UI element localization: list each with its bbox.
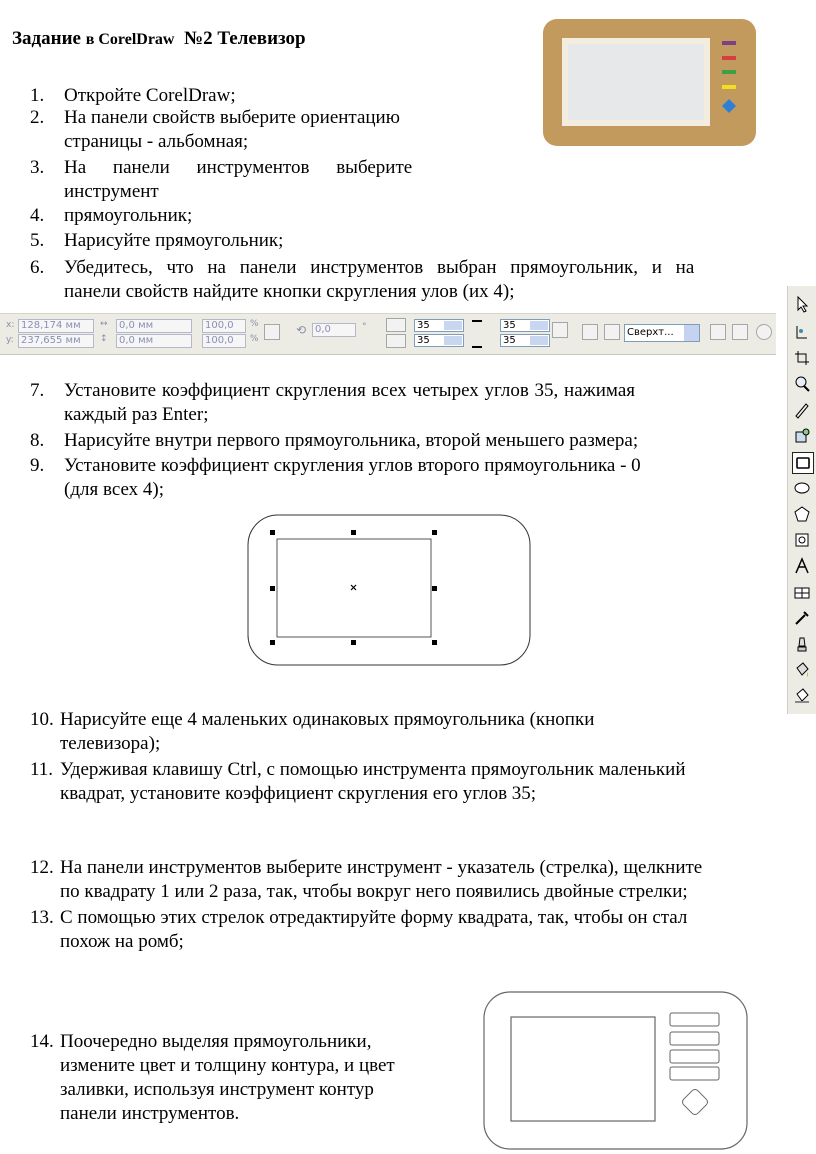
scale-width-field[interactable]: 100,0: [202, 319, 246, 333]
order-select[interactable]: Сверхт...: [624, 324, 700, 342]
title-main: Задание: [12, 28, 81, 49]
outline-tool-icon[interactable]: [792, 686, 812, 706]
tv-screen: [568, 44, 704, 120]
round-corners-lock-icon[interactable]: [552, 322, 568, 338]
scale-height-field[interactable]: 100,0: [202, 334, 246, 348]
width-icon: ↔: [100, 319, 108, 329]
tv-button-1: [722, 41, 736, 45]
basic-shapes-tool-icon[interactable]: [792, 530, 812, 550]
handle: [270, 530, 275, 535]
wrap-text-icon[interactable]: [582, 324, 598, 340]
tv-outline-button-4: [670, 1067, 719, 1080]
convert-curves-icon[interactable]: [710, 324, 726, 340]
rotate-icon: ⟲: [296, 323, 307, 337]
tv-outline-button-1: [670, 1013, 719, 1026]
eyedropper-tool-icon[interactable]: [792, 608, 812, 628]
width-field[interactable]: 0,0 мм: [116, 319, 192, 333]
table-tool-icon[interactable]: [792, 582, 812, 602]
title-small: в CorelDraw: [85, 31, 175, 48]
handle: [270, 586, 275, 591]
corner-top-right-input[interactable]: 35: [500, 319, 550, 332]
crop-tool-icon[interactable]: [792, 348, 812, 368]
title-rest: №2 Телевизор: [183, 28, 306, 49]
shape-tool-icon[interactable]: [792, 322, 812, 342]
polygon-tool-icon[interactable]: [792, 504, 812, 524]
corner-top-left-input[interactable]: 35: [414, 319, 464, 332]
ellipse-tool-icon[interactable]: [792, 478, 812, 498]
toolbox: [787, 286, 816, 714]
fill-tool-icon[interactable]: [792, 660, 812, 680]
interactive-fill-tool-icon[interactable]: [792, 634, 812, 654]
tv-button-3: [722, 70, 736, 74]
tv-outline-drawing: [482, 990, 750, 1152]
smart-fill-tool-icon[interactable]: [792, 426, 812, 446]
rectangle-diagram: [246, 512, 532, 668]
outline-icon[interactable]: [604, 324, 620, 340]
y-position-field[interactable]: 237,655 мм: [18, 334, 94, 348]
rectangle-tool-icon[interactable]: [792, 452, 814, 474]
tv-button-2: [722, 56, 736, 60]
page-title: [12, 28, 306, 50]
handle: [432, 586, 437, 591]
mirror-vertical-icon[interactable]: [386, 334, 406, 348]
tv-outline-screen: [511, 1017, 655, 1121]
zoom-tool-icon[interactable]: [792, 374, 812, 394]
x-position-field[interactable]: 128,174 мм: [18, 319, 94, 333]
corner-icon: [472, 320, 482, 348]
property-bar: x: y: 128,174 мм 237,655 мм ↔ ↕ 0,0 мм 0,0 мм 100,0 100,0 % % ⟲ 0,0 ° 35 35 35 35 Сверхт...: [0, 313, 776, 355]
handle: [351, 530, 356, 535]
handle: [351, 640, 356, 645]
outer-rounded-rectangle: [248, 515, 530, 665]
height-icon: ↕: [100, 334, 108, 344]
angle-field[interactable]: 0,0: [312, 323, 356, 337]
corner-bottom-left-input[interactable]: 35: [414, 334, 464, 347]
text-tool-icon[interactable]: [792, 556, 812, 576]
pointer-tool-icon[interactable]: [792, 294, 812, 314]
height-field[interactable]: 0,0 мм: [116, 334, 192, 348]
mirror-horizontal-icon[interactable]: [386, 318, 406, 332]
lock-ratio-icon[interactable]: [264, 324, 280, 340]
corner-bottom-right-input[interactable]: 35: [500, 334, 550, 347]
freehand-tool-icon[interactable]: [792, 400, 812, 420]
group-icon[interactable]: [732, 324, 748, 340]
tv-outline-button-2: [670, 1032, 719, 1045]
settings-icon[interactable]: [756, 324, 772, 340]
tv-color-image: [542, 18, 758, 148]
handle: [432, 530, 437, 535]
handle: [432, 640, 437, 645]
tv-outline-button-3: [670, 1050, 719, 1063]
handle: [270, 640, 275, 645]
tv-button-4: [722, 85, 736, 89]
